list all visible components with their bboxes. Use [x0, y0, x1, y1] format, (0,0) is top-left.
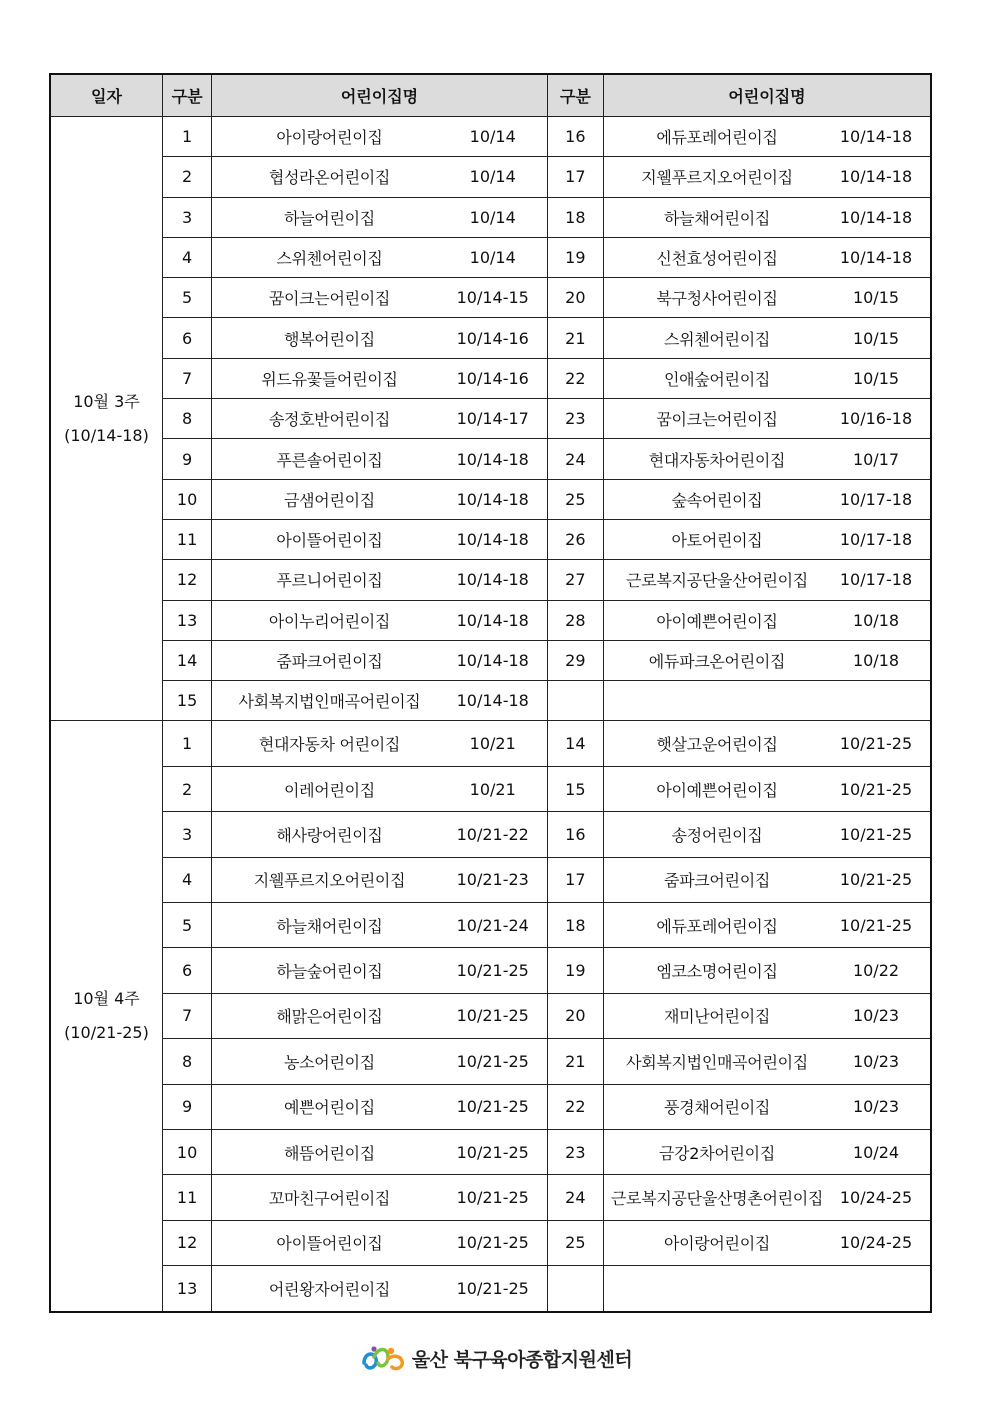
daycare-name: 예쁜어린이집 [284, 1098, 375, 1118]
daycare-name: 아토어린이집 [671, 531, 763, 551]
daycare-entry [603, 479, 931, 519]
daycare-number: 21 [547, 318, 603, 358]
daycare-entry [212, 157, 548, 197]
daycare-name: 금강2차어린이집 [659, 1143, 775, 1163]
daycare-entry [603, 948, 931, 993]
daycare-entry [212, 479, 548, 519]
daycare-entry [603, 766, 931, 811]
table-row [50, 399, 931, 439]
table-row [50, 278, 931, 318]
table-row [50, 1129, 931, 1174]
visit-date: 10/21 [469, 734, 516, 754]
daycare-entry [603, 721, 931, 766]
visit-date: 10/14-18 [839, 207, 913, 227]
daycare-number: 12 [163, 560, 212, 600]
daycare-name: 해맑은어린이집 [276, 1007, 383, 1027]
daycare-name: 줌파크어린이집 [663, 871, 771, 891]
visit-date: 10/18 [852, 651, 900, 670]
daycare-entry [603, 358, 931, 398]
daycare-number: 11 [163, 1175, 212, 1220]
visit-date: 10/21-25 [456, 1051, 529, 1071]
daycare-number: 5 [163, 278, 212, 318]
header-date: 일자 [50, 74, 163, 117]
visit-date: 10/17-18 [839, 489, 913, 509]
daycare-number [547, 681, 603, 721]
daycare-number: 1 [163, 721, 212, 766]
week-label [50, 721, 163, 1312]
daycare-name: 재미난어린이집 [663, 1007, 771, 1027]
visit-date: 10/21-25 [456, 1097, 529, 1117]
daycare-entry [212, 399, 548, 439]
daycare-entry [603, 439, 931, 479]
table-row [50, 812, 931, 857]
daycare-entry [212, 1129, 548, 1174]
daycare-entry [603, 237, 931, 277]
daycare-entry [603, 600, 931, 640]
daycare-name: 금샘어린이집 [284, 490, 375, 510]
table-row [50, 479, 931, 519]
daycare-number: 8 [163, 399, 212, 439]
daycare-number: 2 [163, 766, 212, 811]
daycare-number: 25 [547, 1220, 603, 1265]
daycare-name: 하늘어린이집 [284, 208, 375, 228]
week-label-range: (10/14-18) [64, 425, 149, 445]
schedule-body [50, 117, 931, 1312]
daycare-entry [603, 1129, 931, 1174]
daycare-number: 19 [547, 948, 603, 993]
daycare-name: 지웰푸르지오어린이집 [641, 168, 793, 188]
daycare-name: 근로복지공단울산명촌어린이집 [610, 1189, 824, 1209]
daycare-name: 현대자동차어린이집 [648, 450, 786, 470]
daycare-name: 아이예쁜어린이집 [656, 780, 778, 800]
table-row [50, 640, 931, 680]
visit-date: 10/14 [469, 207, 516, 227]
daycare-entry [603, 1084, 931, 1129]
daycare-name: 현대자동차 어린이집 [258, 735, 401, 755]
visit-date: 10/22 [852, 961, 900, 981]
visit-date: 10/16-18 [839, 409, 913, 429]
daycare-number [547, 1266, 603, 1312]
daycare-entry [603, 857, 931, 902]
daycare-number: 28 [547, 600, 603, 640]
daycare-number: 25 [547, 479, 603, 519]
week-label-title: 10월 3주 [73, 391, 140, 411]
daycare-entry [212, 358, 548, 398]
daycare-number: 15 [163, 681, 212, 721]
visit-date: 10/14-18 [456, 691, 529, 711]
daycare-name: 스위첸어린이집 [663, 329, 771, 349]
visit-date: 10/14-18 [456, 530, 529, 550]
daycare-number: 23 [547, 399, 603, 439]
daycare-number: 16 [547, 812, 603, 857]
table-row [50, 560, 931, 600]
daycare-name: 행복어린이집 [284, 329, 375, 349]
daycare-name: 사회복지법인매곡어린이집 [626, 1052, 808, 1072]
daycare-number: 6 [163, 948, 212, 993]
daycare-name: 하늘채어린이집 [276, 916, 383, 936]
daycare-number: 29 [547, 640, 603, 680]
daycare-number: 4 [163, 857, 212, 902]
daycare-entry [212, 1266, 548, 1312]
center-logo-icon [360, 1343, 406, 1373]
daycare-entry [603, 560, 931, 600]
daycare-entry [603, 903, 931, 948]
daycare-number: 8 [163, 1039, 212, 1084]
visit-date: 10/14-18 [839, 127, 913, 147]
daycare-entry [212, 278, 548, 318]
header-no2: 구분 [547, 74, 603, 117]
daycare-number: 24 [547, 439, 603, 479]
visit-date: 10/14 [469, 127, 516, 147]
daycare-entry [212, 812, 548, 857]
daycare-entry [603, 1175, 931, 1220]
daycare-number: 10 [163, 479, 212, 519]
daycare-number: 10 [163, 1129, 212, 1174]
daycare-name: 꼬마친구어린이집 [268, 1189, 391, 1209]
daycare-number: 6 [163, 318, 212, 358]
daycare-entry [212, 1084, 548, 1129]
visit-date: 10/15 [852, 368, 900, 388]
daycare-name: 협성라온어린이집 [268, 168, 391, 188]
daycare-entry [212, 721, 548, 766]
daycare-entry [212, 640, 548, 680]
visit-date: 10/21-22 [456, 824, 529, 844]
daycare-name: 지웰푸르지오어린이집 [253, 871, 406, 891]
daycare-number: 3 [163, 197, 212, 237]
table-row [50, 948, 931, 993]
daycare-entry [212, 117, 548, 157]
visit-date: 10/14 [469, 248, 516, 268]
daycare-entry [212, 857, 548, 902]
visit-date: 10/14-18 [456, 489, 529, 509]
visit-date: 10/21-25 [456, 961, 529, 981]
daycare-number: 7 [163, 358, 212, 398]
daycare-number: 18 [547, 903, 603, 948]
daycare-entry [212, 681, 548, 721]
daycare-name: 엠코소명어린이집 [656, 962, 778, 982]
daycare-number: 15 [547, 766, 603, 811]
visit-date: 10/17-18 [839, 570, 913, 590]
daycare-name: 어린왕자어린이집 [268, 1279, 391, 1299]
table-row [50, 519, 931, 559]
daycare-number: 19 [547, 237, 603, 277]
daycare-number: 9 [163, 1084, 212, 1129]
daycare-number: 22 [547, 1084, 603, 1129]
visit-date: 10/21-25 [456, 1142, 529, 1162]
daycare-entry [603, 157, 931, 197]
visit-date: 10/14-18 [456, 651, 529, 670]
daycare-name: 에듀포레어린이집 [656, 916, 778, 936]
daycare-name: 인애숲어린이집 [663, 369, 771, 389]
daycare-name: 위드유꽃들어린이집 [261, 369, 398, 389]
daycare-number: 5 [163, 903, 212, 948]
schedule-table [49, 73, 932, 1313]
visit-date: 10/21-25 [839, 870, 913, 890]
daycare-name: 아이랑어린이집 [276, 128, 383, 148]
visit-date: 10/17 [852, 449, 900, 469]
table-row [50, 439, 931, 479]
visit-date: 10/21-25 [839, 734, 913, 754]
daycare-entry [212, 237, 548, 277]
table-row [50, 1175, 931, 1220]
daycare-name: 사회복지법인매곡어린이집 [238, 692, 421, 712]
daycare-entry [212, 948, 548, 993]
table-row [50, 1266, 931, 1312]
daycare-number: 22 [547, 358, 603, 398]
daycare-entry [212, 1220, 548, 1265]
visit-date: 10/21-25 [456, 1278, 529, 1298]
daycare-name: 아이예쁜어린이집 [656, 611, 778, 631]
daycare-name: 꿈이크는어린이집 [268, 289, 391, 309]
daycare-entry [603, 1039, 931, 1084]
visit-date: 10/17-18 [839, 530, 913, 550]
daycare-name: 아이뜰어린이집 [276, 531, 383, 551]
daycare-name: 신천효성어린이집 [656, 249, 778, 269]
daycare-name: 근로복지공단울산어린이집 [626, 571, 808, 591]
daycare-number: 13 [163, 600, 212, 640]
daycare-entry [212, 197, 548, 237]
daycare-name: 에듀포레어린이집 [656, 128, 778, 148]
daycare-number: 16 [547, 117, 603, 157]
daycare-number: 17 [547, 157, 603, 197]
visit-date: 10/21-25 [839, 779, 913, 799]
header-no: 구분 [163, 74, 212, 117]
daycare-entry [603, 318, 931, 358]
table-row [50, 993, 931, 1038]
daycare-entry [603, 278, 931, 318]
visit-date: 10/14-18 [456, 610, 529, 630]
header-name2: 어린이집명 [603, 74, 931, 117]
table-row [50, 117, 931, 157]
daycare-entry [603, 1266, 931, 1312]
table-row [50, 903, 931, 948]
daycare-number: 18 [547, 197, 603, 237]
daycare-number: 1 [163, 117, 212, 157]
daycare-entry [212, 993, 548, 1038]
visit-date: 10/14-18 [839, 167, 913, 187]
daycare-number: 12 [163, 1220, 212, 1265]
daycare-entry [603, 197, 931, 237]
visit-date: 10/14-18 [456, 449, 529, 469]
daycare-number: 20 [547, 278, 603, 318]
table-row [50, 721, 931, 766]
daycare-name: 농소어린이집 [284, 1052, 375, 1072]
visit-date: 10/14-17 [456, 409, 529, 429]
daycare-name: 아이랑어린이집 [663, 1234, 771, 1254]
daycare-name: 아이뜰어린이집 [276, 1234, 383, 1254]
visit-date: 10/21 [469, 779, 516, 799]
visit-date: 10/21-25 [839, 824, 913, 844]
visit-date: 10/15 [852, 288, 900, 308]
visit-date: 10/14-16 [456, 368, 529, 388]
table-row [50, 318, 931, 358]
daycare-name: 송정어린이집 [671, 825, 763, 845]
daycare-entry [603, 519, 931, 559]
daycare-name: 송정호반어린이집 [268, 410, 391, 430]
table-row [50, 766, 931, 811]
daycare-entry [212, 600, 548, 640]
daycare-name: 이레어린이집 [284, 780, 375, 800]
daycare-name: 숲속어린이집 [671, 490, 763, 510]
visit-date: 10/24-25 [839, 1233, 913, 1253]
daycare-number: 26 [547, 519, 603, 559]
daycare-entry [603, 640, 931, 680]
table-row [50, 197, 931, 237]
daycare-name: 풍경채어린이집 [663, 1098, 771, 1118]
visit-date: 10/24 [852, 1142, 900, 1162]
daycare-entry [603, 399, 931, 439]
table-row [50, 237, 931, 277]
daycare-number: 9 [163, 439, 212, 479]
table-row [50, 1220, 931, 1265]
daycare-entry [603, 117, 931, 157]
daycare-name: 푸르니어린이집 [276, 571, 383, 591]
week-label-range: (10/21-25) [64, 1022, 149, 1042]
week-label [50, 117, 163, 721]
daycare-entry [603, 681, 931, 721]
daycare-entry [212, 903, 548, 948]
visit-date: 10/14-16 [456, 328, 529, 348]
daycare-name: 아이누리어린이집 [268, 611, 391, 631]
daycare-name: 줌파크어린이집 [276, 652, 383, 671]
table-row [50, 1084, 931, 1129]
daycare-number: 7 [163, 993, 212, 1038]
daycare-name: 해사랑어린이집 [276, 825, 383, 845]
daycare-name: 하늘숲어린이집 [276, 962, 383, 982]
daycare-entry [212, 1039, 548, 1084]
visit-date: 10/14-18 [456, 570, 529, 590]
daycare-entry [212, 318, 548, 358]
daycare-number: 24 [547, 1175, 603, 1220]
daycare-name: 푸른솔어린이집 [276, 450, 383, 470]
table-row [50, 358, 931, 398]
table-row [50, 681, 931, 721]
visit-date: 10/23 [852, 1006, 900, 1026]
daycare-name: 해뜸어린이집 [284, 1143, 375, 1163]
daycare-name: 에듀파크온어린이집 [648, 652, 786, 671]
daycare-entry [603, 1220, 931, 1265]
daycare-entry [212, 439, 548, 479]
daycare-entry [212, 1175, 548, 1220]
daycare-number: 21 [547, 1039, 603, 1084]
daycare-number: 3 [163, 812, 212, 857]
visit-date: 10/21-25 [456, 1188, 529, 1208]
week-label-title: 10월 4주 [73, 988, 140, 1008]
visit-date: 10/15 [852, 328, 900, 348]
visit-date: 10/14 [469, 167, 516, 187]
daycare-entry [603, 812, 931, 857]
daycare-name: 햇살고운어린이집 [656, 735, 778, 755]
visit-date: 10/14-15 [456, 288, 529, 308]
visit-date: 10/23 [852, 1051, 900, 1071]
visit-date: 10/18 [852, 610, 900, 630]
header-name: 어린이집명 [212, 74, 548, 117]
visit-date: 10/14-18 [839, 248, 913, 268]
daycare-name: 하늘채어린이집 [663, 208, 771, 228]
table-header-row [50, 74, 931, 117]
daycare-number: 4 [163, 237, 212, 277]
daycare-name: 북구청사어린이집 [656, 289, 778, 309]
footer [0, 1343, 992, 1377]
org-name: 울산 북구육아종합지원센터 [411, 1348, 633, 1371]
table-row [50, 600, 931, 640]
visit-date: 10/23 [852, 1097, 900, 1117]
daycare-number: 23 [547, 1129, 603, 1174]
daycare-number: 11 [163, 519, 212, 559]
daycare-entry [212, 519, 548, 559]
daycare-name: 꿈이크는어린이집 [656, 410, 778, 430]
daycare-number: 17 [547, 857, 603, 902]
daycare-number: 14 [163, 640, 212, 680]
daycare-entry [212, 560, 548, 600]
table-row [50, 857, 931, 902]
visit-date: 10/21-23 [456, 870, 529, 890]
table-row [50, 157, 931, 197]
daycare-number: 2 [163, 157, 212, 197]
daycare-name: 스위첸어린이집 [276, 249, 383, 269]
daycare-entry [603, 993, 931, 1038]
daycare-entry [212, 766, 548, 811]
daycare-number: 13 [163, 1266, 212, 1312]
visit-date: 10/21-24 [456, 915, 529, 935]
daycare-number: 27 [547, 560, 603, 600]
table-row [50, 1039, 931, 1084]
visit-date: 10/21-25 [456, 1006, 529, 1026]
daycare-number: 20 [547, 993, 603, 1038]
visit-date: 10/24-25 [839, 1188, 913, 1208]
visit-date: 10/21-25 [839, 915, 913, 935]
visit-date: 10/21-25 [456, 1233, 529, 1253]
daycare-number: 14 [547, 721, 603, 766]
